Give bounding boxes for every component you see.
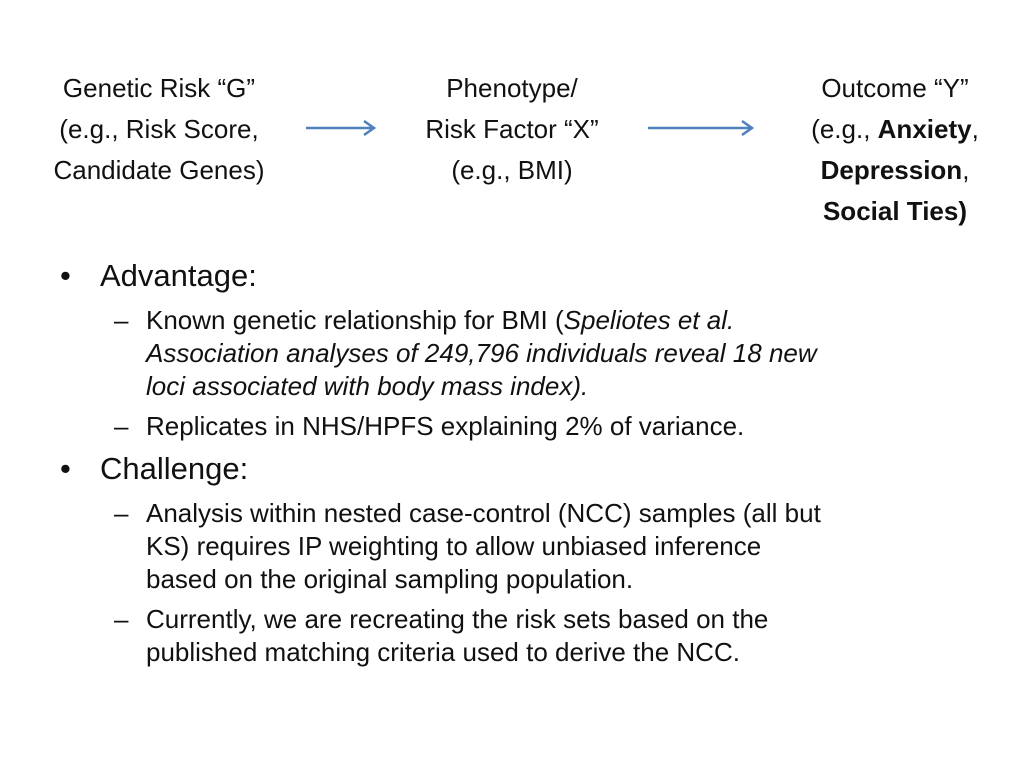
citation-authors: Speliotes et al. <box>563 305 735 335</box>
ncc-analysis-line3: based on the original sampling population. <box>146 564 634 594</box>
citation-title-cont: loci associated with body mass index). <box>146 371 589 401</box>
outcome-eg: (e.g., <box>811 114 878 144</box>
phenotype-example: (e.g., BMI) <box>451 155 573 185</box>
outcome-anxiety: Anxiety <box>877 114 972 144</box>
outcome-social-ties: Social Ties <box>822 196 959 226</box>
ncc-analysis-line2: KS) requires IP weighting to allow unbiased inference <box>146 531 762 561</box>
known-relationship-text: Known genetic relationship for BMI ( <box>146 305 564 335</box>
outcome-title: Outcome “Y” <box>821 73 969 103</box>
right-arrow-icon <box>306 118 378 138</box>
genetic-risk-example-cont: Candidate Genes) <box>53 155 265 185</box>
dash-marker: – <box>114 305 129 335</box>
outcome-comma: , <box>971 114 979 144</box>
advantage-heading: Advantage: <box>100 258 257 293</box>
outcome-example-line2 <box>780 150 1010 191</box>
replicates-text: Replicates in NHS/HPFS explaining 2% of variance. <box>146 411 745 441</box>
genetic-risk-example: (e.g., Risk Score, <box>59 114 259 144</box>
phenotype-node <box>392 68 632 191</box>
outcome-depression: Depression <box>820 155 963 185</box>
risk-sets-line1: Currently, we are recreating the risk sets based on the <box>146 604 769 634</box>
outcome-node <box>780 68 1010 232</box>
outcome-example-line1 <box>780 109 1010 150</box>
bullet-marker: • <box>60 258 71 293</box>
dash-marker: – <box>114 604 129 634</box>
citation-title: Association analyses of 249,796 individuals reveal 18 new <box>146 338 817 368</box>
risk-sets-line2: published matching criteria used to derive the NCC. <box>146 637 740 667</box>
outcome-example-line3 <box>780 191 1010 232</box>
dash-marker: – <box>114 498 129 528</box>
ncc-analysis-line1: Analysis within nested case-control (NCC) samples (all but <box>146 498 821 528</box>
outcome-comma: , <box>962 155 970 185</box>
risk-factor-title: Risk Factor “X” <box>425 114 599 144</box>
bullet-marker: • <box>60 451 71 486</box>
genetic-risk-title: Genetic Risk “G” <box>62 73 256 103</box>
genetic-risk-node <box>28 68 290 191</box>
right-arrow-icon <box>648 118 756 138</box>
phenotype-title: Phenotype/ <box>446 73 578 103</box>
outcome-close-paren: ) <box>958 196 968 226</box>
dash-marker: – <box>114 411 129 441</box>
challenge-heading: Challenge: <box>100 451 249 486</box>
